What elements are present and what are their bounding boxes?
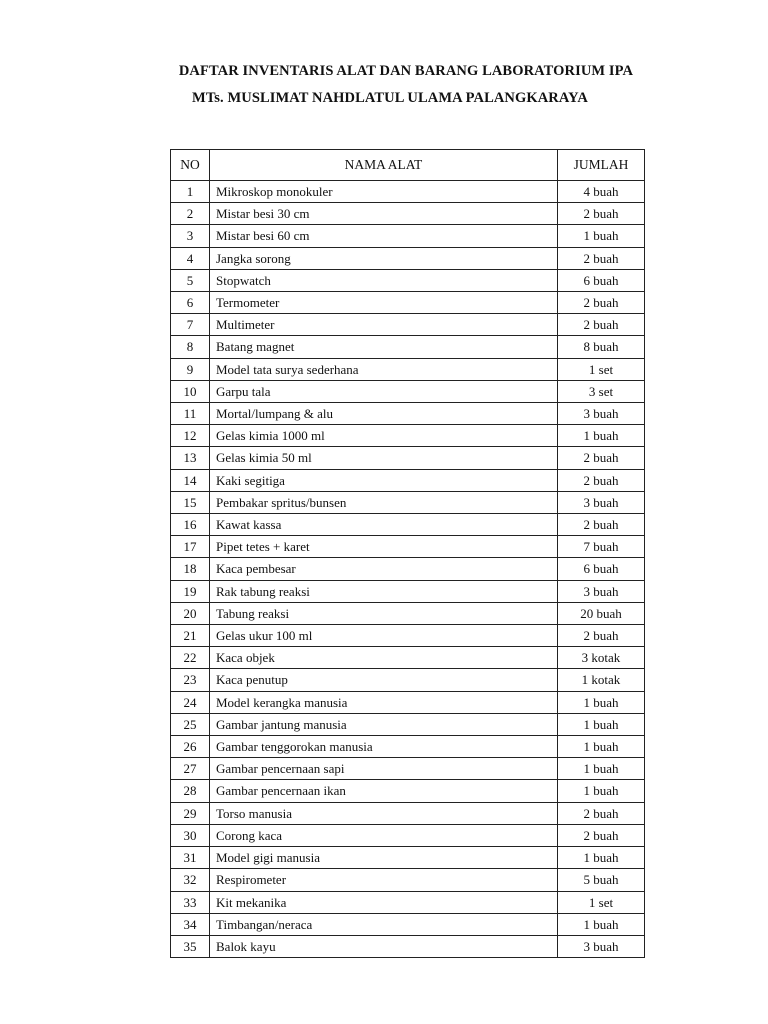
row-no-cell: 2 [171, 203, 210, 225]
row-name-cell: Kaca objek [210, 647, 558, 669]
row-qty-cell: 2 buah [558, 292, 645, 314]
row-qty-cell: 3 buah [558, 491, 645, 513]
row-no-cell: 33 [171, 891, 210, 913]
row-no-cell: 10 [171, 380, 210, 402]
row-no-cell: 24 [171, 691, 210, 713]
row-name-cell: Kaca pembesar [210, 558, 558, 580]
row-qty-cell: 1 set [558, 891, 645, 913]
row-no-cell: 13 [171, 447, 210, 469]
table-row [171, 780, 645, 802]
row-no-cell: 20 [171, 602, 210, 624]
table-row [171, 713, 645, 735]
row-no-cell: 32 [171, 869, 210, 891]
row-name-cell: Termometer [210, 292, 558, 314]
table-row [171, 269, 645, 291]
row-qty-cell: 3 set [558, 380, 645, 402]
row-no-cell: 22 [171, 647, 210, 669]
row-qty-cell: 1 buah [558, 913, 645, 935]
row-qty-cell: 2 buah [558, 447, 645, 469]
table-row [171, 647, 645, 669]
table-row [171, 314, 645, 336]
table-row [171, 380, 645, 402]
row-qty-cell: 8 buah [558, 336, 645, 358]
row-qty-cell: 1 buah [558, 736, 645, 758]
table-row [171, 935, 645, 957]
row-no-cell: 4 [171, 247, 210, 269]
table-row [171, 802, 645, 824]
row-no-cell: 5 [171, 269, 210, 291]
table-row [171, 625, 645, 647]
row-qty-cell: 5 buah [558, 869, 645, 891]
row-no-cell: 1 [171, 181, 210, 203]
row-no-cell: 7 [171, 314, 210, 336]
table-row [171, 847, 645, 869]
table-row [171, 602, 645, 624]
table-row [171, 358, 645, 380]
row-name-cell: Gelas kimia 1000 ml [210, 425, 558, 447]
row-no-cell: 14 [171, 469, 210, 491]
row-no-cell: 28 [171, 780, 210, 802]
row-name-cell: Gambar tenggorokan manusia [210, 736, 558, 758]
row-qty-cell: 6 buah [558, 269, 645, 291]
table-row [171, 758, 645, 780]
table-row [171, 669, 645, 691]
table-row [171, 469, 645, 491]
row-name-cell: Gambar jantung manusia [210, 713, 558, 735]
row-name-cell: Jangka sorong [210, 247, 558, 269]
row-name-cell: Kaca penutup [210, 669, 558, 691]
row-no-cell: 27 [171, 758, 210, 780]
row-name-cell: Mistar besi 30 cm [210, 203, 558, 225]
row-name-cell: Mikroskop monokuler [210, 181, 558, 203]
row-no-cell: 15 [171, 491, 210, 513]
row-no-cell: 17 [171, 536, 210, 558]
row-qty-cell: 2 buah [558, 469, 645, 491]
row-qty-cell: 2 buah [558, 824, 645, 846]
row-no-cell: 26 [171, 736, 210, 758]
row-no-cell: 31 [171, 847, 210, 869]
row-no-cell: 9 [171, 358, 210, 380]
row-qty-cell: 1 buah [558, 425, 645, 447]
row-qty-cell: 4 buah [558, 181, 645, 203]
table-row [171, 447, 645, 469]
row-qty-cell: 7 buah [558, 536, 645, 558]
table-body [171, 181, 645, 958]
table-row [171, 336, 645, 358]
row-name-cell: Gambar pencernaan ikan [210, 780, 558, 802]
inventory-table [170, 149, 645, 958]
table-row [171, 580, 645, 602]
row-name-cell: Respirometer [210, 869, 558, 891]
row-name-cell: Kit mekanika [210, 891, 558, 913]
row-name-cell: Rak tabung reaksi [210, 580, 558, 602]
row-no-cell: 34 [171, 913, 210, 935]
row-qty-cell: 1 buah [558, 780, 645, 802]
row-name-cell: Multimeter [210, 314, 558, 336]
row-name-cell: Balok kayu [210, 935, 558, 957]
row-qty-cell: 3 buah [558, 580, 645, 602]
row-name-cell: Gelas ukur 100 ml [210, 625, 558, 647]
row-qty-cell: 2 buah [558, 514, 645, 536]
row-qty-cell: 1 set [558, 358, 645, 380]
row-qty-cell: 2 buah [558, 314, 645, 336]
table-row [171, 491, 645, 513]
table-row [171, 425, 645, 447]
table-row [171, 736, 645, 758]
row-qty-cell: 1 buah [558, 758, 645, 780]
row-no-cell: 3 [171, 225, 210, 247]
row-no-cell: 35 [171, 935, 210, 957]
row-qty-cell: 3 buah [558, 935, 645, 957]
row-name-cell: Model gigi manusia [210, 847, 558, 869]
row-name-cell: Corong kaca [210, 824, 558, 846]
row-no-cell: 12 [171, 425, 210, 447]
row-qty-cell: 2 buah [558, 625, 645, 647]
document-subtitle: MTs. MUSLIMAT NAHDLATUL ULAMA PALANGKARAYA [192, 90, 588, 106]
row-no-cell: 30 [171, 824, 210, 846]
row-qty-cell: 2 buah [558, 802, 645, 824]
row-no-cell: 11 [171, 403, 210, 425]
row-name-cell: Batang magnet [210, 336, 558, 358]
row-name-cell: Torso manusia [210, 802, 558, 824]
row-qty-cell: 20 buah [558, 602, 645, 624]
row-name-cell: Gambar pencernaan sapi [210, 758, 558, 780]
table-row [171, 558, 645, 580]
row-name-cell: Pembakar spritus/bunsen [210, 491, 558, 513]
row-name-cell: Timbangan/neraca [210, 913, 558, 935]
row-qty-cell: 6 buah [558, 558, 645, 580]
table-row [171, 203, 645, 225]
row-name-cell: Mortal/lumpang & alu [210, 403, 558, 425]
row-name-cell: Garpu tala [210, 380, 558, 402]
row-qty-cell: 2 buah [558, 203, 645, 225]
row-name-cell: Tabung reaksi [210, 602, 558, 624]
row-no-cell: 16 [171, 514, 210, 536]
table-row [171, 824, 645, 846]
table-row [171, 891, 645, 913]
row-qty-cell: 1 buah [558, 225, 645, 247]
row-name-cell: Pipet tetes + karet [210, 536, 558, 558]
row-qty-cell: 2 buah [558, 247, 645, 269]
table-row [171, 247, 645, 269]
table-row [171, 514, 645, 536]
document-title: DAFTAR INVENTARIS ALAT DAN BARANG LABORATORIUM IPA [178, 63, 634, 79]
row-no-cell: 23 [171, 669, 210, 691]
table-header-row [171, 150, 645, 181]
row-no-cell: 29 [171, 802, 210, 824]
row-qty-cell: 1 buah [558, 713, 645, 735]
header-qty: JUMLAH [558, 150, 645, 181]
row-name-cell: Model tata surya sederhana [210, 358, 558, 380]
row-name-cell: Model kerangka manusia [210, 691, 558, 713]
table-row [171, 691, 645, 713]
row-qty-cell: 1 kotak [558, 669, 645, 691]
row-qty-cell: 1 buah [558, 847, 645, 869]
row-qty-cell: 3 buah [558, 403, 645, 425]
header-no: NO [171, 150, 210, 181]
row-no-cell: 19 [171, 580, 210, 602]
row-name-cell: Kawat kassa [210, 514, 558, 536]
row-no-cell: 18 [171, 558, 210, 580]
table-row [171, 536, 645, 558]
table-row [171, 181, 645, 203]
table-row [171, 403, 645, 425]
row-qty-cell: 3 kotak [558, 647, 645, 669]
row-qty-cell: 1 buah [558, 691, 645, 713]
row-no-cell: 21 [171, 625, 210, 647]
table-row [171, 225, 645, 247]
row-name-cell: Kaki segitiga [210, 469, 558, 491]
row-name-cell: Stopwatch [210, 269, 558, 291]
header-name: NAMA ALAT [210, 150, 558, 181]
row-name-cell: Gelas kimia 50 ml [210, 447, 558, 469]
row-name-cell: Mistar besi 60 cm [210, 225, 558, 247]
table-row [171, 913, 645, 935]
row-no-cell: 8 [171, 336, 210, 358]
table-row [171, 292, 645, 314]
row-no-cell: 6 [171, 292, 210, 314]
row-no-cell: 25 [171, 713, 210, 735]
table-row [171, 869, 645, 891]
